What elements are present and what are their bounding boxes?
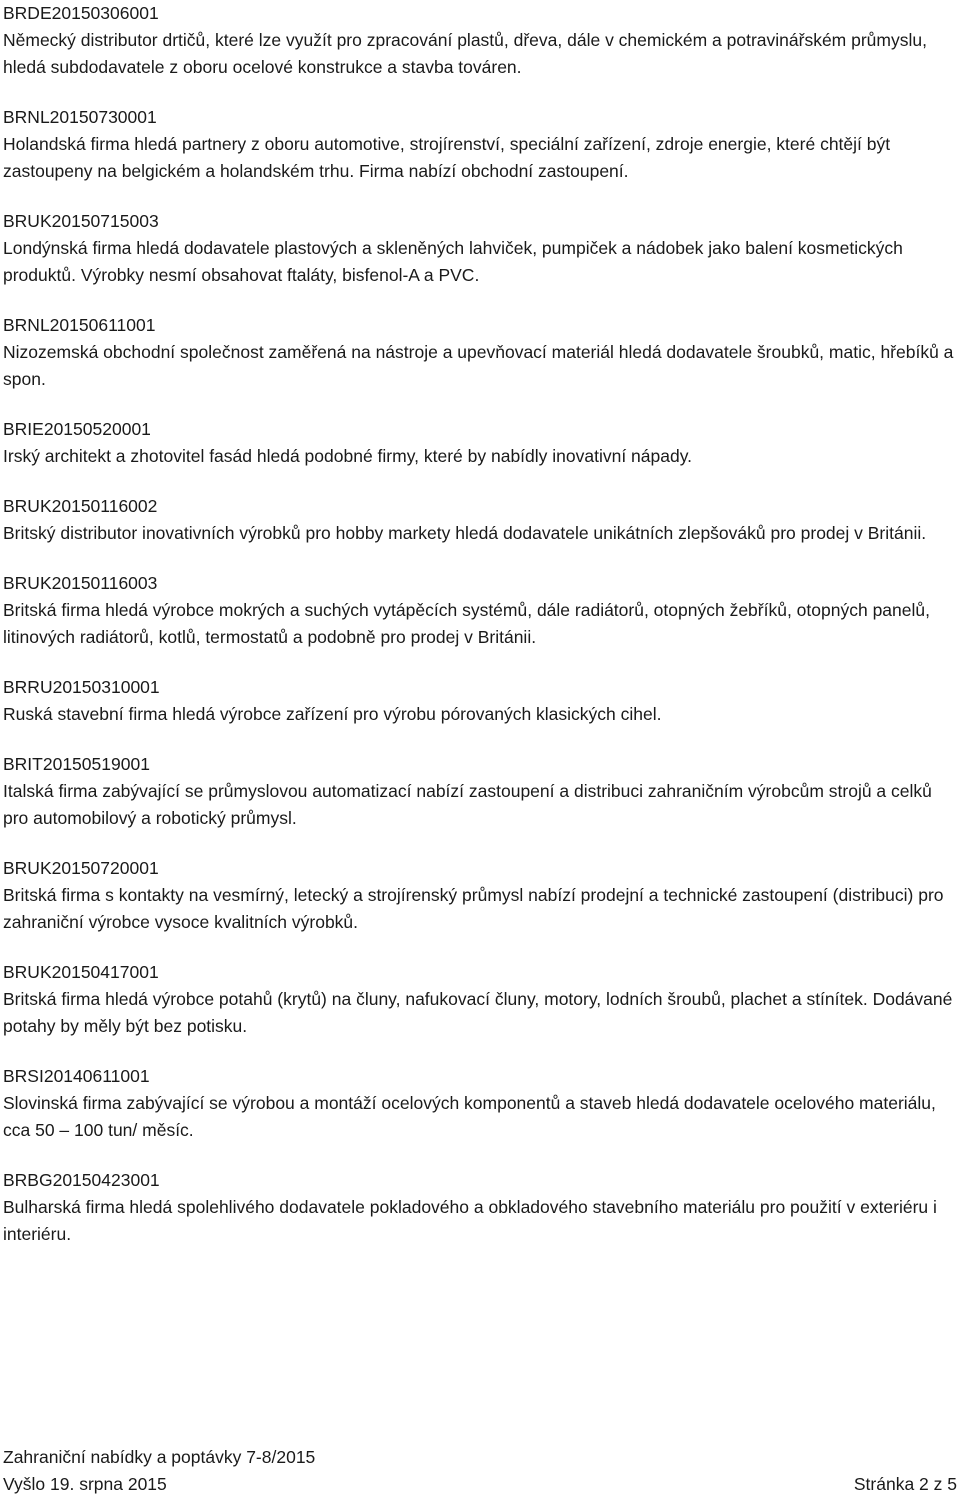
entry-code: BRIT20150519001	[3, 754, 150, 774]
entry-text: Britská firma hledá výrobce potahů (krytů) na čluny, nafukovací čluny, motory, lodních šroubů, plachet a stínítek. Dodávané potahy by měly být bez potisku.	[3, 989, 953, 1036]
entries-list	[3, 0, 957, 1271]
entry-code: BRUK20150417001	[3, 962, 159, 982]
entry-code: BRDE20150306001	[3, 3, 159, 23]
entry-text: Britský distributor inovativních výrobků pro hobby markety hledá dodavatele unikátních zlepšováků pro prodej v Británii.	[3, 523, 927, 543]
page-footer	[3, 1444, 957, 1498]
entry-code: BRBG20150423001	[3, 1170, 160, 1190]
entry-9	[3, 855, 957, 936]
entry-text: Britská firma hledá výrobce mokrých a suchých vytápěcích systémů, dále radiátorů, otopných žebříků, otopných panelů, litinových radiátorů, kotlů, termostatů a podobně pro prodej v Británii.	[3, 600, 930, 647]
entry-text: Slovinská firma zabývající se výrobou a montáží ocelových komponentů a staveb hledá dodavatele ocelového materiálu, cca 50 – 100 tun/ měsíc.	[3, 1093, 936, 1140]
entry-8	[3, 751, 957, 832]
entry-text: Holandská firma hledá partnery z oboru automotive, strojírenství, speciální zařízení, zdroje energie, které chtějí být zastoupeny na belgickém a holandském trhu. Firma nabízí obchodní zastoupení.	[3, 134, 891, 181]
footer-row	[3, 1471, 957, 1498]
entry-1	[3, 104, 957, 185]
entry-10	[3, 959, 957, 1040]
entry-text: Nizozemská obchodní společnost zaměřená na nástroje a upevňovací materiál hledá dodavatele šroubků, matic, hřebíků a spon.	[3, 342, 954, 389]
entry-code: BRUK20150715003	[3, 211, 159, 231]
entry-code: BRNL20150611001	[3, 315, 156, 335]
entry-text: Britská firma s kontakty na vesmírný, letecký a strojírenský průmysl nabízí prodejní a technické zastoupení (distribuci) pro zahraniční výrobce vysoce kvalitních výrobků.	[3, 885, 944, 932]
entry-2	[3, 208, 957, 289]
entry-11	[3, 1063, 957, 1144]
entry-6	[3, 570, 957, 651]
entry-code: BRIE20150520001	[3, 419, 151, 439]
entry-text: Ruská stavební firma hledá výrobce zařízení pro výrobu pórovaných klasických cihel.	[3, 704, 662, 724]
entry-code: BRUK20150720001	[3, 858, 159, 878]
entry-7	[3, 674, 957, 728]
entry-0	[3, 0, 957, 81]
entry-text: Italská firma zabývající se průmyslovou automatizací nabízí zastoupení a distribuci zahraničním výrobcům strojů a celků pro automobilový a robotický průmysl.	[3, 781, 932, 828]
entry-5	[3, 493, 957, 547]
entry-code: BRSI20140611001	[3, 1066, 150, 1086]
entry-code: BRNL20150730001	[3, 107, 157, 127]
entry-text: Německý distributor drtičů, které lze využít pro zpracování plastů, dřeva, dále v chemickém a potravinářském průmyslu, hledá subdodavatele z oboru ocelové konstrukce a stavba továren.	[3, 30, 927, 77]
entry-code: BRUK20150116002	[3, 496, 158, 516]
entry-code: BRUK20150116003	[3, 573, 158, 593]
entry-text: Irský architekt a zhotovitel fasád hledá podobné firmy, které by nabídly inovativní nápady.	[3, 446, 693, 466]
entry-code: BRRU20150310001	[3, 677, 160, 697]
entry-text: Bulharská firma hledá spolehlivého dodavatele pokladového a obkladového stavebního materiálu pro použití v exteriéru i interiéru.	[3, 1197, 937, 1244]
page-number: Stránka 2 z 5	[853, 1474, 957, 1494]
publication-title: Zahraniční nabídky a poptávky 7-8/2015	[3, 1447, 316, 1467]
publication-date: Vyšlo 19. srpna 2015	[3, 1474, 167, 1494]
entry-text: Londýnská firma hledá dodavatele plastových a skleněných lahviček, pumpiček a nádobek jako balení kosmetických produktů. Výrobky nesmí obsahovat ftaláty, bisfenol-A a PVC.	[3, 238, 903, 285]
entry-12	[3, 1167, 957, 1248]
entry-3	[3, 312, 957, 393]
entry-4	[3, 416, 957, 470]
